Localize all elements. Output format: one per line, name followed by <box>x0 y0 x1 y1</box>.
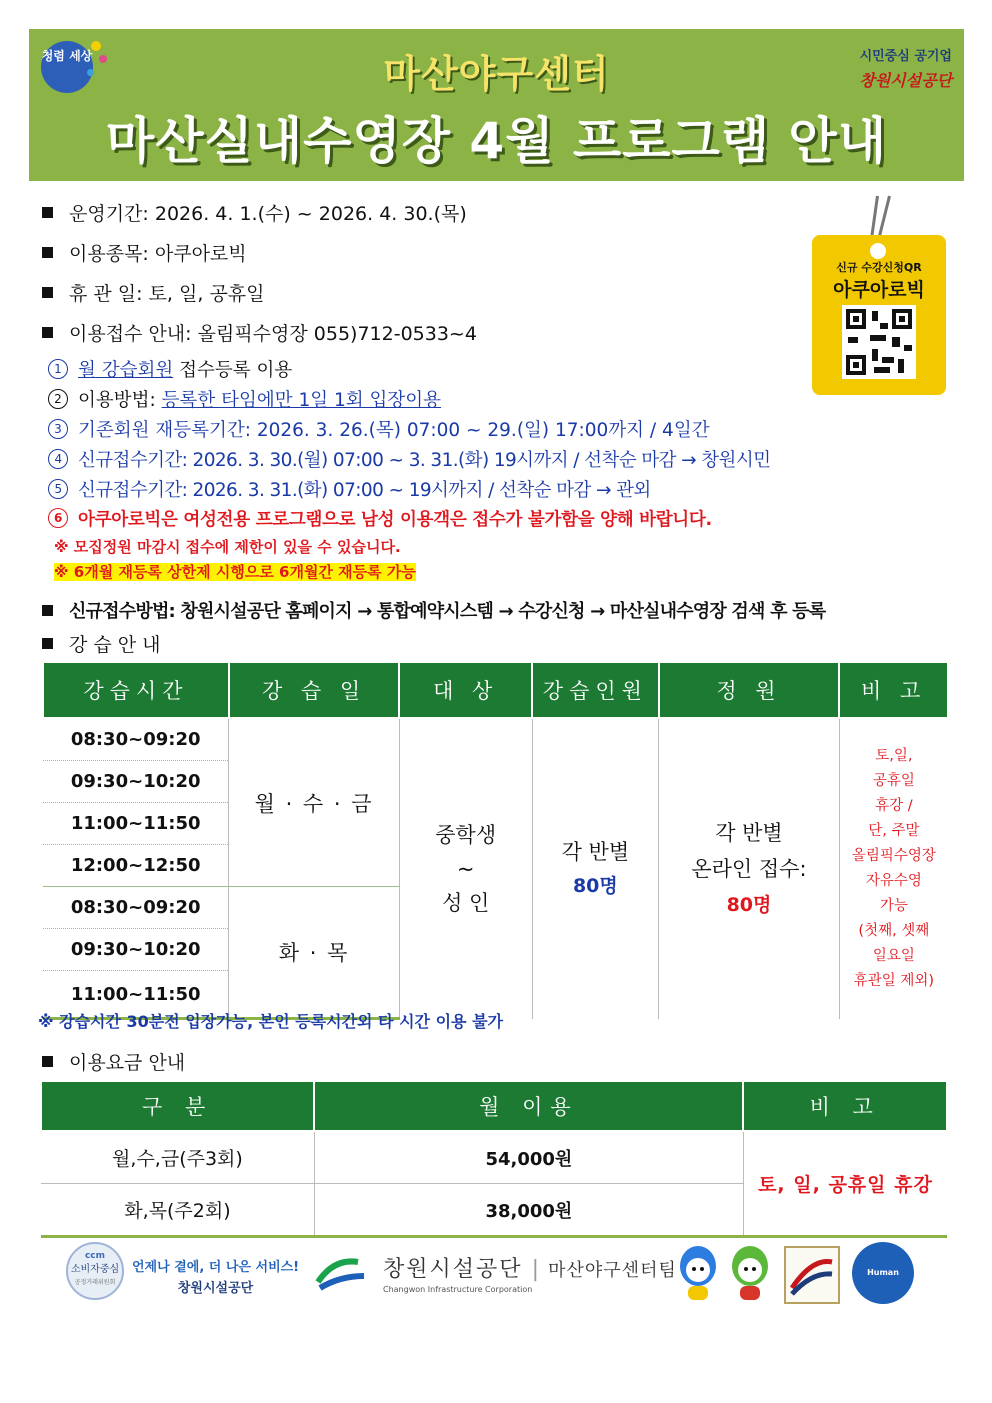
class-time: 09:30~10:20 <box>43 761 229 803</box>
corp-tagline: 시민중심 공기업 <box>859 49 952 64</box>
quota-line: 온라인 접수: <box>691 856 807 881</box>
note-5-text: 신규접수기간: 2026. 3. 31.(화) 07:00 ~ 19시까지 / 선착순 마감 → 관외 <box>78 480 651 501</box>
slogan-line: 창원시설공단 <box>177 1281 254 1296</box>
fee-heading-text: 이용요금 안내 <box>69 1052 186 1074</box>
note-3-text: 기존회원 재등록기간: 2026. 3. 26.(목) 07:00 ~ 29.(일) 17:00까지 / 4일간 <box>78 420 710 441</box>
remark-line: 휴관일 제외) <box>853 972 935 989</box>
note-4 <box>48 446 770 472</box>
ccm-line: 소비자중심 <box>70 1264 120 1275</box>
warning-reregister-text: ※ 6개월 재등록 상한제 시행으로 6개월간 재등록 가능 <box>54 563 416 581</box>
schedule-header-row <box>43 662 948 718</box>
remark-line: 공휴일 <box>872 772 915 789</box>
note-5 <box>48 476 651 502</box>
circled-number-icon: 2 <box>48 389 68 409</box>
mascot-green-icon <box>728 1244 772 1302</box>
note-3 <box>48 416 710 442</box>
qr-tag[interactable] <box>812 235 946 395</box>
info-item-text: 이용종목: 아쿠아로빅 <box>69 243 247 265</box>
corp-logo <box>383 1252 677 1294</box>
qr-code-icon[interactable] <box>842 305 916 379</box>
certification-mark-icon <box>784 1246 840 1304</box>
signup-method-text: 신규접수방법: 창원시설공단 홈페이지 → 통합예약시스템 → 수강신청 → 마산실내수영장 검색 후 등록 <box>69 601 826 622</box>
fee-table <box>40 1080 948 1238</box>
fee-header-row <box>41 1081 947 1131</box>
bullet-square-icon <box>42 605 53 616</box>
circled-number-icon: 3 <box>48 419 68 439</box>
note-2-emph: 등록한 타임에만 1일 1회 입장이용 <box>161 390 441 411</box>
footer-logos <box>0 1238 992 1339</box>
fee-category: 화,목(주2회) <box>41 1184 314 1237</box>
bullet-square-icon <box>42 207 53 218</box>
fee-col-monthly: 월 이용 <box>314 1081 743 1131</box>
info-reception <box>42 319 477 346</box>
logo-divider: | <box>531 1257 540 1282</box>
fee-amount: 38,000원 <box>314 1184 743 1237</box>
page-title: 마산실내수영장 4월 프로그램 안내 <box>105 112 888 170</box>
info-period-text: 운영기간: 2026. 4. 1.(수) ~ 2026. 4. 30.(목) <box>69 203 467 225</box>
corp-brand <box>859 45 952 91</box>
bullet-square-icon <box>42 1056 53 1067</box>
remark-cell <box>839 718 948 1019</box>
info-closed-text: 휴 관 일: 토, 일, 공휴일 <box>69 283 265 305</box>
table-row <box>41 1131 947 1184</box>
fee-category: 월,수,금(주3회) <box>41 1131 314 1184</box>
hr-badge-text: Human Rights <box>867 1268 899 1339</box>
info-period <box>42 199 467 226</box>
signup-method <box>42 597 825 623</box>
remark-line: 휴강 / <box>875 797 913 814</box>
col-header-remark: 비 고 <box>839 662 948 718</box>
col-header-days: 강 습 일 <box>229 662 400 718</box>
circled-number-icon: 1 <box>48 359 68 379</box>
class-time: 08:30~09:20 <box>43 887 229 929</box>
ccm-line: 공정거래위원회 <box>74 1279 116 1286</box>
corp-emblem-icon <box>314 1254 370 1294</box>
class-time: 11:00~11:50 <box>43 803 229 845</box>
bullet-square-icon <box>42 287 53 298</box>
info-closed <box>42 279 265 306</box>
ccm-line: ccm <box>84 1251 106 1261</box>
circled-number-icon: 5 <box>48 479 68 499</box>
target-line: 중학생 <box>435 822 497 847</box>
days-group-mwf: 월 · 수 · 금 <box>229 718 400 887</box>
class-time: 11:00~11:50 <box>43 971 229 1019</box>
note-6 <box>48 506 712 531</box>
remark-line: 자유수영 <box>865 872 922 889</box>
class-heading-text: 강 습 안 내 <box>69 634 161 656</box>
human-rights-badge-icon <box>852 1242 914 1339</box>
class-time: 08:30~09:20 <box>43 718 229 761</box>
fee-heading <box>42 1048 185 1075</box>
note-2 <box>48 386 441 412</box>
note-1 <box>48 356 292 382</box>
fee-col-remark: 비 고 <box>743 1081 947 1131</box>
schedule-note: ※ 강습시간 30분전 입장가능, 본인 등록시간외 타 시간 이용 불가 <box>38 1012 503 1031</box>
quota-line: 각 반별 <box>715 820 783 845</box>
note-4-text: 신규접수기간: 2026. 3. 30.(월) 07:00 ~ 3. 31.(화) 19시까지 / 선착순 마감 → 창원시민 <box>78 450 771 471</box>
info-item <box>42 239 247 266</box>
quota-cell <box>659 718 840 1019</box>
fee-col-category: 구 분 <box>41 1081 314 1131</box>
note-1-emph: 월 강습회원 <box>78 360 174 381</box>
remark-line: 올림픽수영장 <box>851 847 936 864</box>
remark-line: 일요일 <box>872 947 915 964</box>
note-6-text: 아쿠아로빅은 여성전용 프로그램으로 남성 이용객은 접수가 불가함을 양해 바랍니다. <box>78 510 712 530</box>
circled-number-icon: 6 <box>48 508 68 528</box>
remark-line: 단, 주말 <box>868 822 920 839</box>
bullet-square-icon <box>42 327 53 338</box>
team-name: 마산야구센터팀 <box>548 1260 677 1281</box>
capacity-line: 각 반별 <box>561 839 630 864</box>
table-row <box>43 718 948 761</box>
info-reception-text: 이용접수 안내: 올림픽수영장 055)712-0533~4 <box>69 323 477 345</box>
qr-caption: 신규 수강신청QR <box>836 261 922 274</box>
target-line: ~ <box>456 856 475 881</box>
warning-reregister <box>54 561 416 582</box>
circled-number-icon: 4 <box>48 449 68 469</box>
remark-line: (첫째, 셋째 <box>858 922 930 939</box>
corp-logo-en: Changwon Infrastructure Corporation <box>383 1285 533 1294</box>
note-2-label: 이용방법: <box>78 390 162 411</box>
slogan <box>132 1256 299 1296</box>
target-cell <box>399 718 532 1019</box>
col-header-quota: 정 원 <box>659 662 840 718</box>
bullet-square-icon <box>42 638 53 649</box>
capacity-cell <box>532 718 659 1019</box>
days-group-tt: 화 · 목 <box>229 887 400 1019</box>
center-name: 마산야구센터 <box>383 52 610 96</box>
class-heading <box>42 630 161 657</box>
class-time: 09:30~10:20 <box>43 929 229 971</box>
qr-label: 아쿠아로빅 <box>833 279 925 301</box>
col-header-target: 대 상 <box>399 662 532 718</box>
fee-remark: 토, 일, 공휴일 휴강 <box>743 1131 947 1237</box>
schedule-table <box>42 661 949 1020</box>
fee-amount: 54,000원 <box>314 1131 743 1184</box>
col-header-capacity: 강습인원 <box>532 662 659 718</box>
quota-count: 80명 <box>726 893 772 916</box>
class-time: 12:00~12:50 <box>43 845 229 887</box>
bullet-square-icon <box>42 247 53 258</box>
remark-line: 토,일, <box>875 747 913 764</box>
slogan-line: 언제나 곁에, 더 나은 서비스! <box>132 1260 300 1275</box>
capacity-count: 80명 <box>572 874 618 897</box>
warning-quota: ※ 모집정원 마감시 접수에 제한이 있을 수 있습니다. <box>54 538 401 556</box>
logo-text: 청렴 세상 <box>41 49 93 63</box>
header-banner <box>29 29 964 181</box>
corp-logo-text: 창원시설공단 <box>383 1257 523 1282</box>
mascot-blue-icon <box>676 1244 720 1302</box>
corp-name: 창원시설공단 <box>859 71 952 90</box>
col-header-time: 강습시간 <box>43 662 229 718</box>
ccm-badge-icon <box>66 1242 124 1300</box>
tag-hole <box>870 243 886 259</box>
target-line: 성 인 <box>442 890 490 915</box>
remark-line: 가능 <box>879 897 908 914</box>
note-1-text: 접수등록 이용 <box>173 360 293 381</box>
